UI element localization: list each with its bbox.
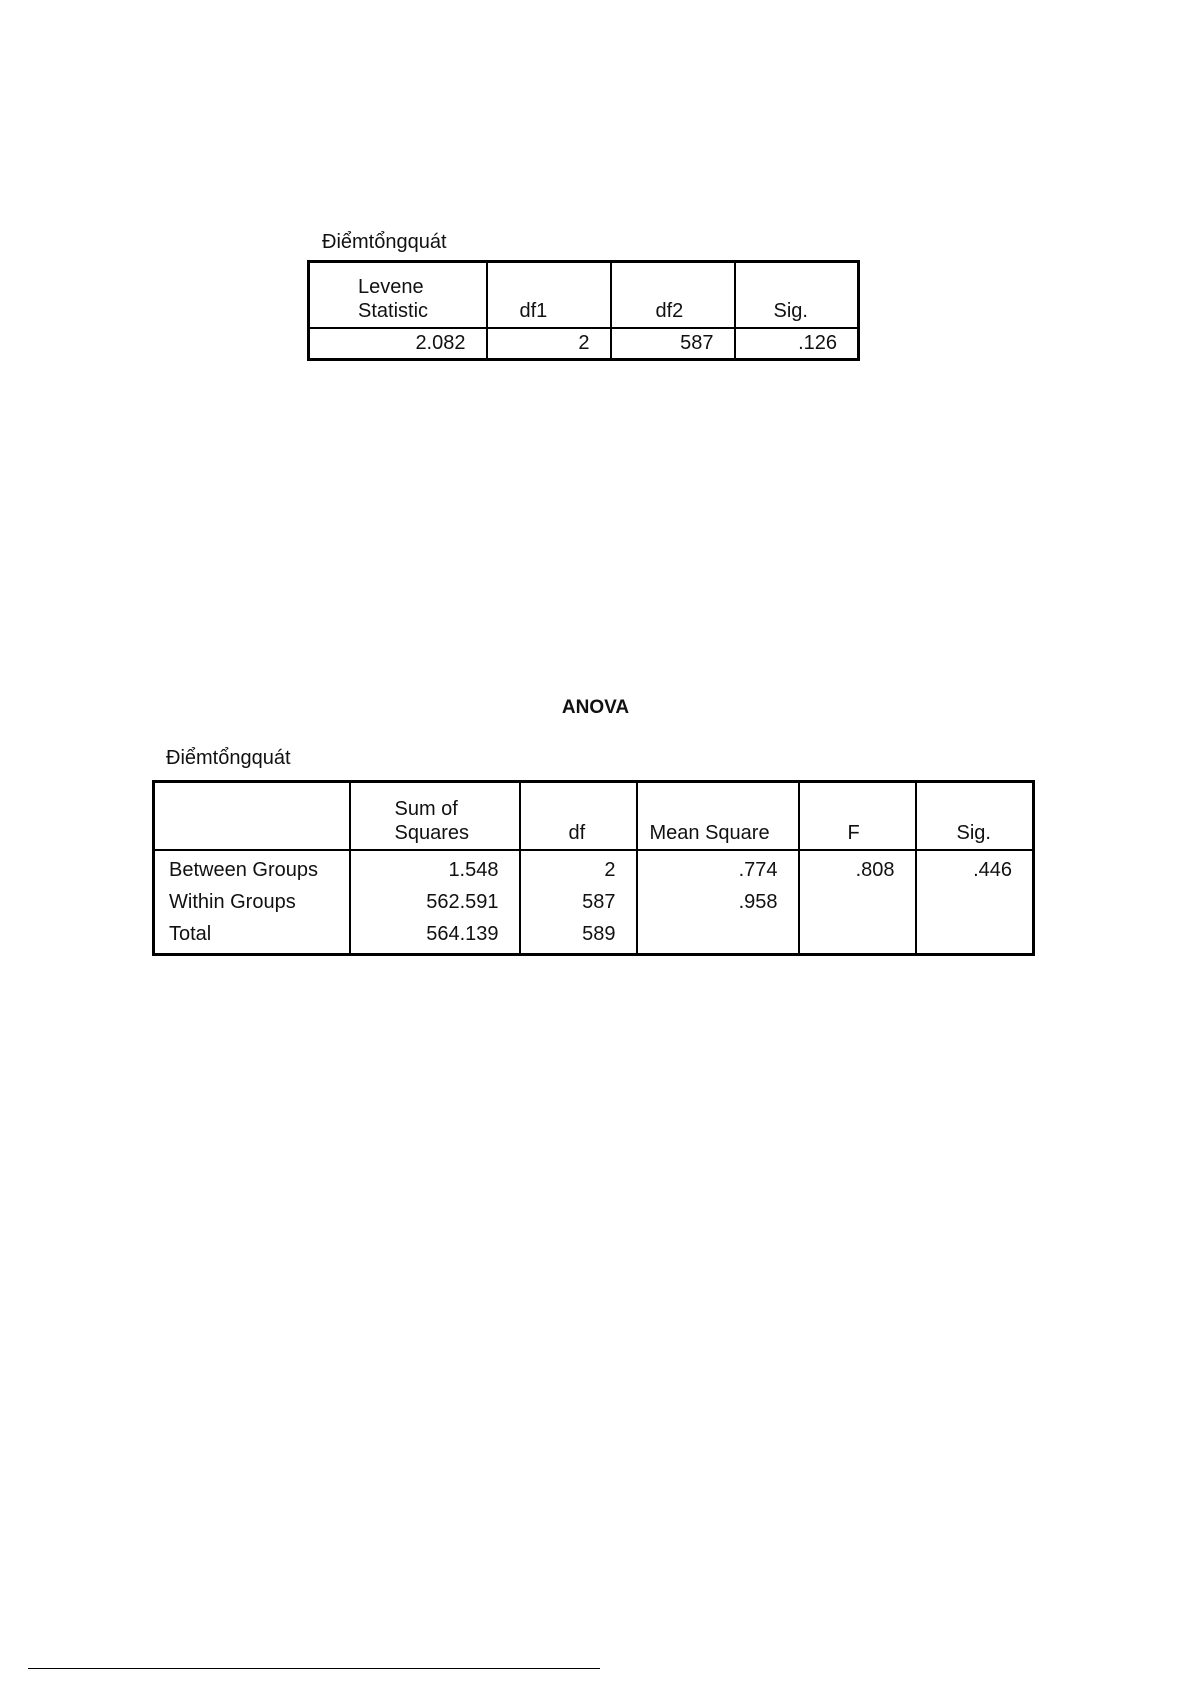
anova-cell-f	[799, 920, 916, 955]
anova-header-df: df	[520, 782, 637, 850]
anova-cell-df: 589	[520, 920, 637, 955]
levene-header-df2: df2	[611, 262, 735, 328]
anova-cell-df: 587	[520, 885, 637, 920]
levene-cell-statistic: 2.082	[415, 332, 466, 355]
levene-header-sig: Sig.	[735, 262, 859, 328]
anova-table	[152, 780, 1035, 956]
anova-header-blank	[154, 782, 350, 850]
levene-cell-df2: 587	[611, 328, 735, 360]
anova-cell-sum-of-squares: 1.548	[350, 850, 520, 885]
levene-header-df1: df1	[487, 262, 611, 328]
anova-row-label: Total	[169, 923, 212, 946]
anova-title: ANOVA	[561, 697, 630, 718]
levene-cell-sig: .126	[735, 328, 859, 360]
anova-cell-sig: .446	[916, 850, 1034, 885]
anova-cell-df: 2	[520, 850, 637, 885]
anova-cell-f	[799, 885, 916, 920]
anova-variable-label: Điểmtổngquát	[166, 747, 291, 769]
anova-cell-sum-of-squares: 564.139	[350, 920, 520, 955]
levene-header-statistic-line1: Levene	[358, 275, 424, 298]
levene-variable-label: Điểmtổngquát	[322, 231, 447, 253]
levene-data-row	[309, 328, 859, 360]
anova-header-mean-square: Mean Square	[637, 782, 799, 850]
levene-header-statistic	[309, 262, 487, 328]
footnote-divider	[28, 1668, 600, 1669]
anova-header-f: F	[799, 782, 916, 850]
anova-header-sig: Sig.	[916, 782, 1034, 850]
anova-cell-sum-of-squares: 562.591	[350, 885, 520, 920]
levene-table	[307, 260, 860, 361]
anova-cell-mean-square	[637, 920, 799, 955]
anova-cell-mean-square: .774	[637, 850, 799, 885]
anova-cell-sig	[916, 920, 1034, 955]
levene-cell-df1: 2	[487, 328, 611, 360]
table-row	[154, 850, 1034, 885]
anova-cell-sig	[916, 885, 1034, 920]
anova-row-label: Within Groups	[169, 891, 296, 913]
table-row	[154, 920, 1034, 955]
table-row	[154, 885, 1034, 920]
anova-header-sum-line2: Squares	[394, 821, 469, 844]
anova-header-sum-of-squares	[350, 782, 520, 850]
anova-header-sum-line1: Sum of	[394, 797, 458, 820]
anova-header-row	[154, 782, 1034, 850]
anova-cell-mean-square: .958	[637, 885, 799, 920]
levene-header-statistic-line2: Statistic	[358, 299, 429, 322]
anova-cell-f: .808	[799, 850, 916, 885]
anova-row-label: Between Groups	[169, 858, 318, 881]
levene-header-row	[309, 262, 859, 328]
